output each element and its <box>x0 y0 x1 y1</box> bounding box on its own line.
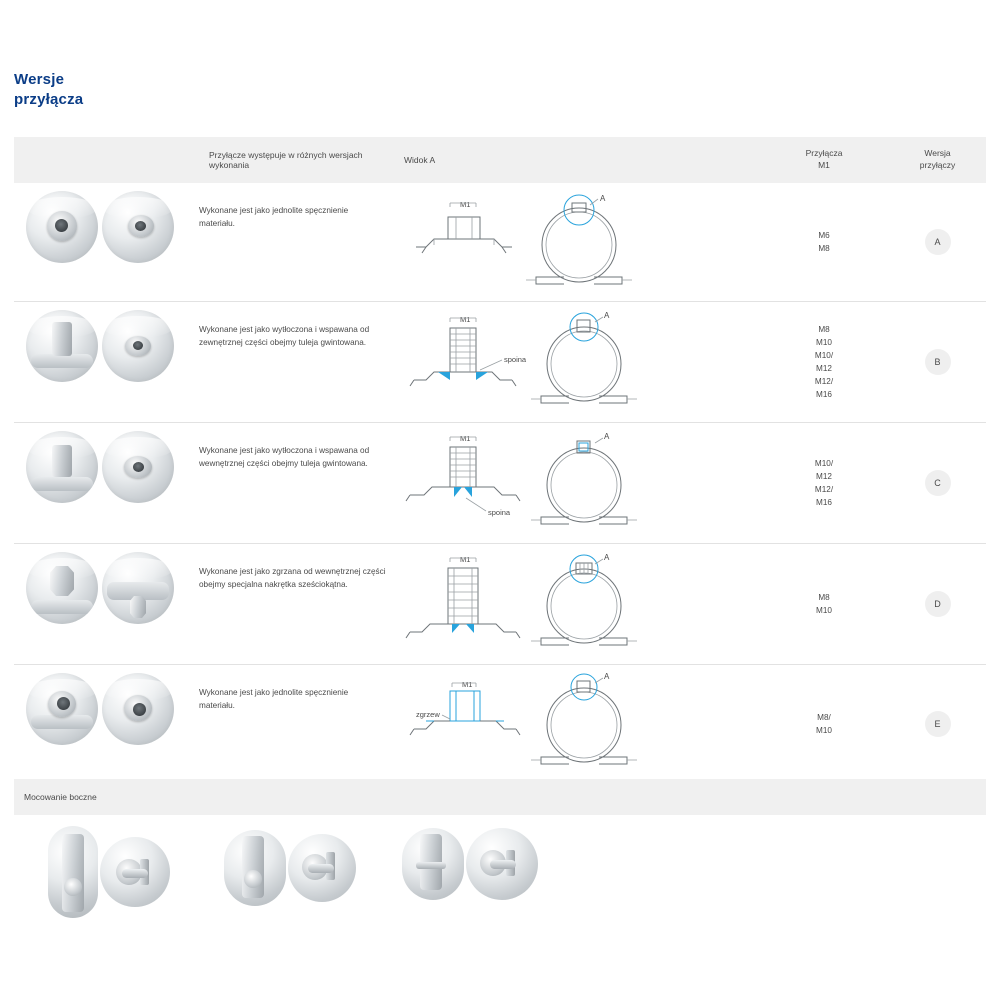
thread-hole <box>133 462 144 472</box>
label-m1-c: M1 <box>460 434 471 443</box>
bolt <box>416 862 446 869</box>
drawing-svg-b <box>404 302 759 422</box>
highlight <box>103 558 173 580</box>
photo-boss-angle-view <box>102 191 174 263</box>
row-a-description: Wykonane jest jako jednolite spęcznienie materiału. <box>199 206 349 228</box>
photo-side-clamp-screw <box>100 837 170 907</box>
row-b-version <box>889 302 986 422</box>
header-m1-line-2: M1 <box>818 160 830 170</box>
row-d-drawing <box>404 544 759 664</box>
thread-hole <box>133 341 143 350</box>
label-a-d: A <box>604 553 610 562</box>
row-c-drawing <box>404 423 759 543</box>
washer <box>308 864 334 873</box>
page-title-line-1: Wersje <box>14 71 65 88</box>
header-cell-view: Widok A <box>404 155 436 165</box>
m1-value: M12/ <box>814 485 834 494</box>
photo-welded-sleeve-top <box>102 310 174 382</box>
label-a-b: A <box>604 311 610 320</box>
drawing-svg-a <box>404 183 759 301</box>
label-m1-d: M1 <box>460 555 471 564</box>
row-a-drawing <box>404 183 759 301</box>
header-cell-version <box>889 137 986 183</box>
photo-side-clamp-body-2 <box>224 830 286 906</box>
base-plate <box>31 600 93 614</box>
m1-value: M8 <box>818 244 830 253</box>
photo-side-clamp-screw-2 <box>288 834 356 902</box>
washer <box>122 869 148 878</box>
hex-nut <box>130 596 146 618</box>
photo-side-clamp-body-3 <box>402 828 464 900</box>
side-mounting-photos <box>14 822 986 932</box>
washer <box>490 860 516 869</box>
m1-value: M16 <box>816 390 832 400</box>
photo-side-clamp-screw-3 <box>466 828 538 900</box>
clamp-body <box>62 834 84 912</box>
header-m1-line-1: Przyłącza <box>805 148 843 159</box>
drawing-svg-e <box>404 665 759 783</box>
m1-value: M8 <box>818 324 830 334</box>
label-m1-a: M1 <box>460 200 471 209</box>
drawing-svg-c <box>404 423 759 543</box>
row-c-photos <box>14 423 199 543</box>
label-m1-e: M1 <box>462 680 473 689</box>
base-plate <box>31 715 93 729</box>
row-d-version <box>889 544 986 664</box>
version-badge: B <box>925 349 951 375</box>
table-row <box>14 423 986 544</box>
thread-hole <box>135 221 146 231</box>
label-weld-e: zgrzew <box>416 710 440 719</box>
photo-group-3 <box>402 828 538 900</box>
row-d-m1-values <box>759 544 889 664</box>
row-a-m1-values <box>759 183 889 301</box>
m1-value: M12 <box>816 364 832 373</box>
m1-value: M8 <box>818 592 830 602</box>
header-cell-images <box>14 137 199 183</box>
label-weld-c: spoina <box>488 508 511 517</box>
photo-inner-sleeve-side <box>26 431 98 503</box>
label-m1-b: M1 <box>460 315 471 324</box>
m1-value: M10 <box>816 726 832 735</box>
photo-pressed-boss-top <box>102 673 174 745</box>
row-c-version <box>889 423 986 543</box>
drawing-svg-d <box>404 544 759 664</box>
row-b-drawing <box>404 302 759 422</box>
row-e-photos <box>14 665 199 783</box>
m1-value: M10/ <box>814 350 834 360</box>
m1-value: M6 <box>818 230 830 240</box>
clamp-body <box>242 836 264 898</box>
table-row <box>14 302 986 423</box>
photo-inner-sleeve-top <box>102 431 174 503</box>
row-b-photos <box>14 302 199 422</box>
label-a-e: A <box>604 672 610 681</box>
threaded-sleeve <box>52 445 72 477</box>
photo-group-1 <box>48 826 170 918</box>
label-a-a: A <box>600 194 606 203</box>
side-mounting-section-header <box>14 779 986 815</box>
photo-hex-nut-side <box>26 552 98 624</box>
side-mounting-label: Mocowanie boczne <box>24 792 97 802</box>
photo-welded-sleeve-outer <box>26 310 98 382</box>
table-row <box>14 665 986 783</box>
row-c-m1-values <box>759 423 889 543</box>
highlight <box>103 316 173 338</box>
page-title <box>14 70 83 111</box>
row-e-description: Wykonane jest jako jednolite spęcznienie materiału. <box>199 688 349 710</box>
label-weld-b: spoina <box>504 355 527 364</box>
base-plate <box>31 354 93 368</box>
row-b-m1-values <box>759 302 889 422</box>
base-plate <box>31 477 93 491</box>
photo-hex-nut-plate <box>102 552 174 624</box>
thread-hole <box>55 219 68 232</box>
row-d-description: Wykonane jest jako zgrzana od wewnętrznej części obejmy specjalna nakrętka sześciokątna. <box>199 567 386 589</box>
m1-value: M12 <box>816 471 832 481</box>
row-e-m1-values <box>759 665 889 783</box>
m1-value: M10/ <box>814 458 834 468</box>
row-e-version <box>889 665 986 783</box>
photo-side-clamp-profile <box>48 826 98 918</box>
row-d-photos <box>14 544 199 664</box>
table-row <box>14 544 986 665</box>
row-b-description: Wykonane jest jako wytłoczona i wspawana od zewnętrznej części obejmy tuleja gwintowana. <box>199 325 370 347</box>
version-badge: C <box>925 470 951 496</box>
row-e-drawing <box>404 665 759 783</box>
versions-table <box>14 137 986 783</box>
version-badge: E <box>925 711 951 737</box>
photo-pressed-boss-angle <box>26 673 98 745</box>
row-a-version <box>889 183 986 301</box>
version-badge: D <box>925 591 951 617</box>
header-cell-description: Przyłącze występuje w różnych wersjach wykonania <box>209 150 363 170</box>
header-cell-m1 <box>759 137 889 183</box>
m1-value: M16 <box>816 498 832 508</box>
header-version-line-2: przyłączy <box>919 160 956 170</box>
m1-value: M10 <box>816 606 832 615</box>
row-c-description: Wykonane jest jako wytłoczona i wspawana od wewnętrznej części obejmy tuleja gwintowana. <box>199 446 370 468</box>
row-a-photos <box>14 183 199 301</box>
m1-value: M10 <box>816 337 832 347</box>
thread-hole <box>57 697 70 710</box>
table-row <box>14 183 986 302</box>
m1-value: M12/ <box>814 377 834 387</box>
photo-boss-top-view <box>26 191 98 263</box>
m1-value: M8/ <box>817 712 831 722</box>
header-version-line-1: Wersja <box>924 148 951 159</box>
threaded-sleeve <box>52 322 72 356</box>
screw-head <box>64 878 82 896</box>
version-badge: A <box>925 229 951 255</box>
screw-head <box>244 870 262 888</box>
thread-hole <box>133 703 146 716</box>
label-a-c: A <box>604 432 610 441</box>
photo-group-2 <box>224 830 356 906</box>
table-header-row <box>14 137 986 183</box>
hex-nut <box>50 566 74 596</box>
page-title-line-2: przyłącza <box>14 91 84 109</box>
